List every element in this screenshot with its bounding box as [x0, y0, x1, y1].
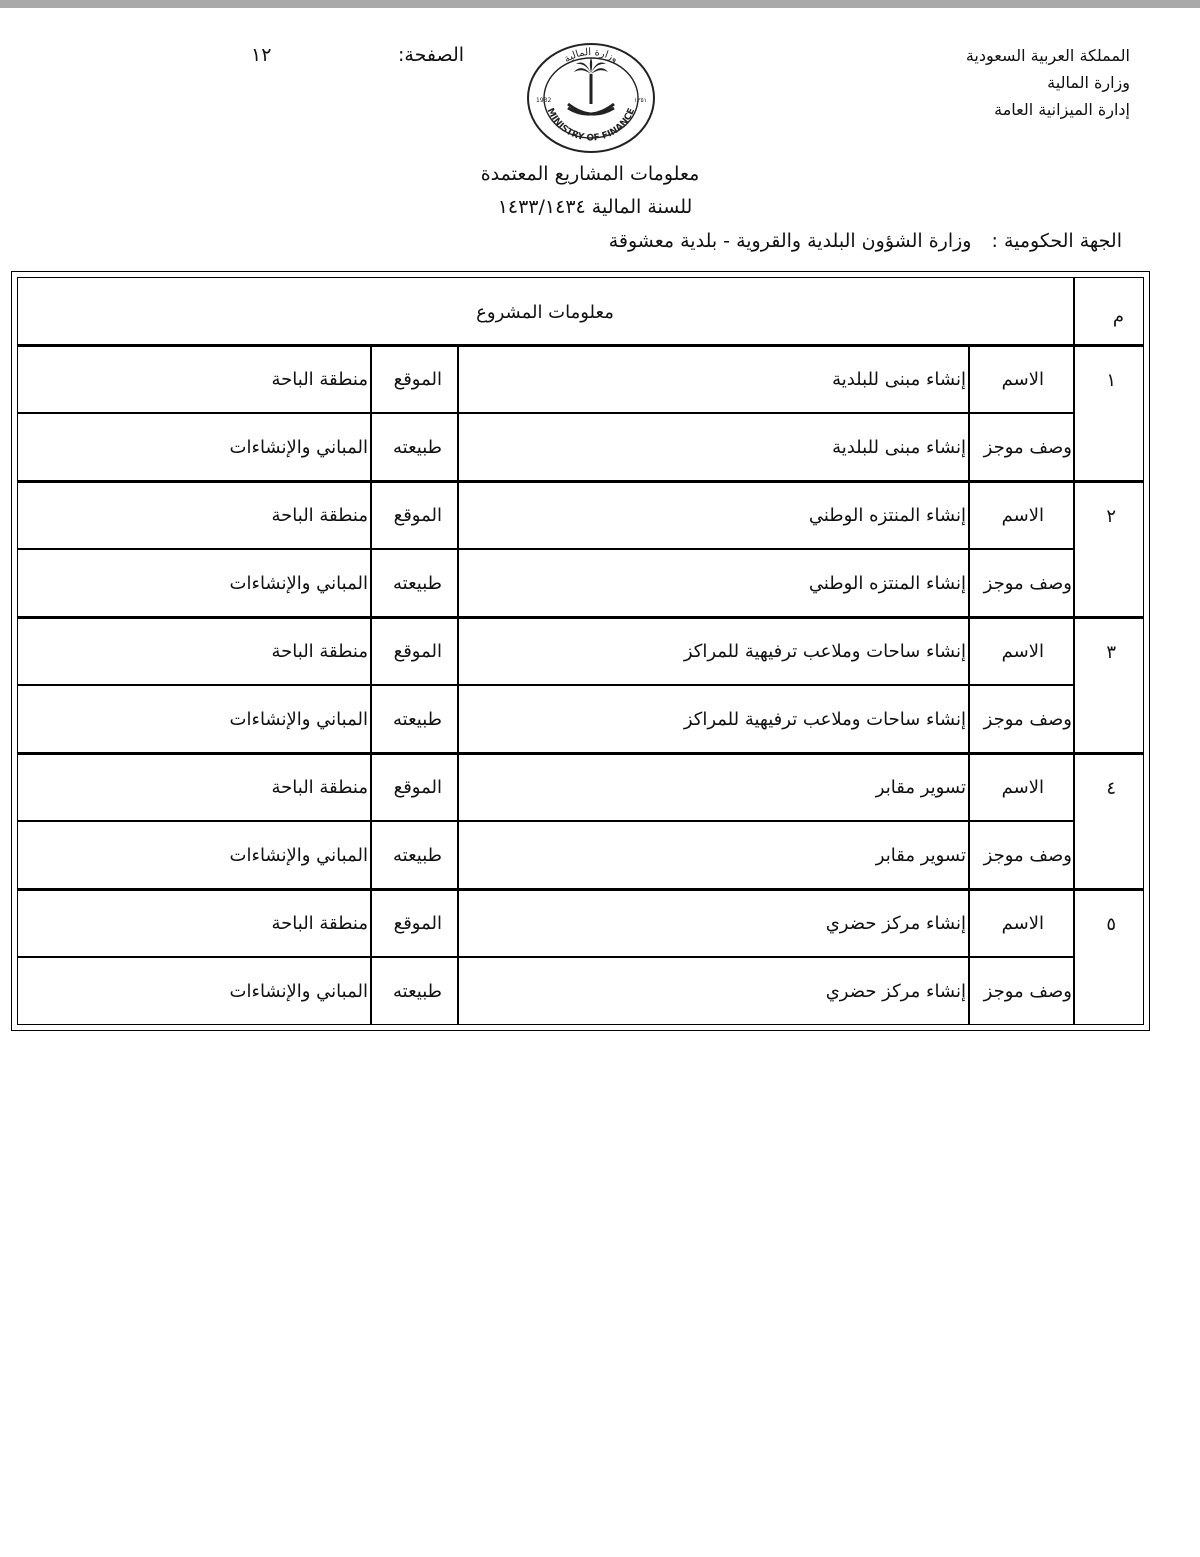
label-column-divider: [968, 345, 970, 481]
logo-arabic-text: وزارة المالية: [562, 46, 620, 66]
row-divider: [17, 344, 1144, 347]
project-location: منطقة الباحة: [271, 777, 368, 798]
government-entity: [609, 230, 1122, 252]
description-label: وصف موجز: [983, 845, 1072, 866]
location-value-divider: [370, 481, 372, 617]
project-name: إنشاء مبنى للبلدية: [832, 369, 966, 390]
header-num: م: [1112, 306, 1124, 327]
location-label: الموقع: [393, 777, 442, 798]
top-border: [0, 0, 1200, 8]
label-column-divider: [968, 753, 970, 889]
label-column-divider: [968, 889, 970, 1025]
row-divider: [17, 888, 1144, 891]
project-number: ٣: [1106, 642, 1116, 663]
project-description: إنشاء مبنى للبلدية: [832, 437, 966, 458]
num-column-divider: [1073, 277, 1075, 1025]
location-label: الموقع: [393, 505, 442, 526]
nature-label: طبيعته: [393, 709, 442, 730]
logo-year-gregorian: 1932: [536, 97, 552, 104]
project-nature: المباني والإنشاءات: [229, 573, 368, 594]
palm-swords-emblem: [568, 58, 614, 114]
location-label-divider: [457, 889, 459, 1025]
header-project-info: معلومات المشروع: [476, 302, 614, 323]
location-label: الموقع: [393, 913, 442, 934]
description-label: وصف موجز: [983, 981, 1072, 1002]
nature-label: طبيعته: [393, 573, 442, 594]
project-name: تسوير مقابر: [875, 777, 966, 798]
project-location: منطقة الباحة: [271, 913, 368, 934]
project-nature: المباني والإنشاءات: [229, 845, 368, 866]
project-nature: المباني والإنشاءات: [229, 981, 368, 1002]
name-label: الاسم: [1001, 777, 1044, 798]
row-divider: [17, 480, 1144, 483]
ministry-name: وزارة المالية: [1047, 73, 1130, 92]
project-nature: المباني والإنشاءات: [229, 709, 368, 730]
svg-text:MINISTRY OF FINANCE: [545, 107, 638, 144]
project-description: إنشاء مركز حضري: [825, 981, 966, 1002]
logo-year-hijri: ١٣٥١: [634, 97, 647, 104]
project-name: إنشاء المنتزه الوطني: [808, 505, 966, 526]
project-number: ٢: [1106, 506, 1116, 527]
name-label: الاسم: [1001, 913, 1044, 934]
header-org-block: [966, 42, 1130, 123]
label-column-divider: [968, 481, 970, 617]
location-value-divider: [370, 889, 372, 1025]
project-description: تسوير مقابر: [875, 845, 966, 866]
nature-label: طبيعته: [393, 437, 442, 458]
entity-label: الجهة الحكومية :: [991, 230, 1122, 252]
project-number: ٥: [1106, 914, 1116, 935]
half-row-divider: [17, 956, 1073, 958]
kingdom-name: المملكة العربية السعودية: [965, 46, 1130, 65]
half-row-divider: [17, 684, 1073, 686]
description-label: وصف موجز: [983, 573, 1072, 594]
location-label: الموقع: [393, 641, 442, 662]
project-description: إنشاء المنتزه الوطني: [808, 573, 966, 594]
fiscal-year: للسنة المالية ١٤٣٣/١٤٣٤: [497, 196, 693, 218]
location-label-divider: [457, 617, 459, 753]
name-label: الاسم: [1001, 505, 1044, 526]
page-label: الصفحة:: [398, 44, 465, 66]
entity-value: وزارة الشؤون البلدية والقروية - بلدية معشوقة: [608, 230, 972, 252]
half-row-divider: [17, 820, 1073, 822]
location-value-divider: [370, 617, 372, 753]
project-number: ١: [1106, 370, 1116, 391]
project-nature: المباني والإنشاءات: [229, 437, 368, 458]
name-label: الاسم: [1001, 641, 1044, 662]
location-value-divider: [370, 345, 372, 481]
location-label: الموقع: [393, 369, 442, 390]
project-name: إنشاء ساحات وملاعب ترفيهية للمراكز: [683, 641, 966, 662]
nature-label: طبيعته: [393, 845, 442, 866]
project-number: ٤: [1106, 778, 1116, 799]
location-label-divider: [457, 345, 459, 481]
name-label: الاسم: [1001, 369, 1044, 390]
document-title: معلومات المشاريع المعتمدة: [480, 163, 700, 185]
department-name: إدارة الميزانية العامة: [994, 100, 1130, 119]
description-label: وصف موجز: [983, 437, 1072, 458]
half-row-divider: [17, 412, 1073, 414]
logo-english-text: MINISTRY OF FINANCE: [544, 106, 638, 144]
location-label-divider: [457, 753, 459, 889]
label-column-divider: [968, 617, 970, 753]
project-location: منطقة الباحة: [271, 369, 368, 390]
projects-table: [17, 277, 1144, 1025]
location-value-divider: [370, 753, 372, 889]
description-label: وصف موجز: [983, 709, 1072, 730]
project-location: منطقة الباحة: [271, 641, 368, 662]
row-divider: [17, 752, 1144, 755]
nature-label: طبيعته: [393, 981, 442, 1002]
project-name: إنشاء مركز حضري: [825, 913, 966, 934]
ministry-of-finance-logo: [526, 42, 656, 154]
project-description: إنشاء ساحات وملاعب ترفيهية للمراكز: [683, 709, 966, 730]
project-location: منطقة الباحة: [271, 505, 368, 526]
location-label-divider: [457, 481, 459, 617]
row-divider: [17, 616, 1144, 619]
half-row-divider: [17, 548, 1073, 550]
page-number: ١٢: [251, 44, 272, 66]
